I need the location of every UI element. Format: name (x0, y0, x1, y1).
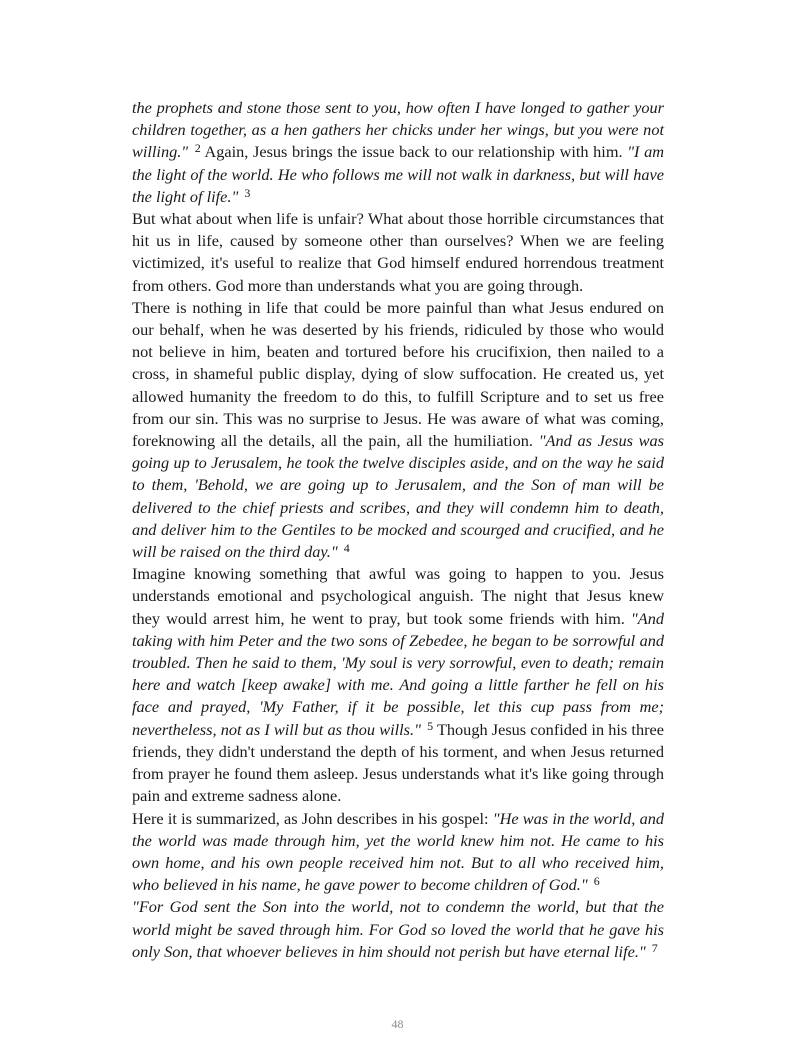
body-text (132, 97, 664, 963)
paragraph (132, 208, 664, 297)
quotation-text: "I am the light of the world. He who follows me will not walk in darkness, but will have the light of life." (132, 142, 664, 206)
footnote-marker: 5 (427, 718, 434, 733)
paragraph (132, 896, 664, 963)
body-text-run: Though Jesus confided in his three friends, they didn't understand the depth of his torment, and when Jesus returned from prayer he found them asleep. Jesus understands what it's like going through pain and extreme sadness alone. (132, 719, 664, 806)
paragraph (132, 97, 664, 208)
quotation-text: the prophets and stone those sent to you, how often I have longed to gather your children together, as a hen gathers her chicks under her wings, but you were not willing." (132, 98, 664, 162)
body-text-run: But what about when life is unfair? What about those horrible circumstances that hit us in life, caused by someone other than ourselves? When we are feeling victimized, it's useful to realize that God himself endured horrendous treatment from others. God more than understands what you are going through. (132, 209, 664, 295)
body-text-run: Here it is summarized, as John describes in his gospel: (132, 808, 493, 828)
paragraph (132, 297, 664, 563)
footnote-marker: 7 (651, 940, 658, 955)
footnote-marker: 2 (194, 141, 201, 156)
quotation-text: "He was in the world, and the world was made through him, yet the world knew him not. He came to his own home, and his own people received him not. But to all who received him, who believed in his name, he gave power to become children of God." (132, 808, 664, 895)
footnote-marker: 6 (593, 874, 600, 889)
quotation-text: "For God sent the Son into the world, not to condemn the world, but that the world might be saved through him. For God so loved the world that he gave his only Son, that whoever believes in him should not perish but have eternal life." (132, 897, 664, 961)
quotation-text: "And as Jesus was going up to Jerusalem, he took the twelve disciples aside, and on the way he said to them, 'Behold, we are going up to Jerusalem, and the Son of man will be delivered to the chief priests and scribes, and they will condemn him to death, and deliver him to the Gentiles to be mocked and scourged and crucified, and he will be raised on the third day." (132, 431, 665, 562)
body-text-run: Imagine knowing something that awful was going to happen to you. Jesus understands emotional and psychological anguish. The night that Jesus knew they would arrest him, he went to pray, but took some friends with him. (132, 564, 664, 628)
body-text-run: There is nothing in life that could be more painful than what Jesus endured on our behalf, when he was deserted by his friends, ridiculed by those who would not believe in him, beaten and tortured before his crucifixion, then nailed to a cross, in shameful public display, dying of slow suffocation. He created us, yet allowed humanity the freedom to do this, to fulfill Scripture and to set us free from our sin. This was no surprise to Jesus. He was aware of what was coming, foreknowing all the details, all the pain, all the humiliation. (132, 297, 664, 451)
page-number: 48 (391, 1017, 404, 1031)
quotation-text: "And taking with him Peter and the two sons of Zebedee, he began to be sorrowful and troubled. Then he said to them, 'My soul is very sorrowful, even to death; remain here and watch [keep awake] with me. And going a little farther he fell on his face and prayed, 'My Father, if it be possible, let this cup pass from me; nevertheless, not as I will but as thou wills." (132, 608, 664, 739)
paragraph (132, 563, 664, 807)
body-text-run: Again, Jesus brings the issue back to our relationship with him. (200, 142, 628, 162)
footnote-marker: 4 (343, 541, 350, 556)
footnote-marker: 3 (244, 185, 251, 200)
paragraph (132, 808, 664, 897)
